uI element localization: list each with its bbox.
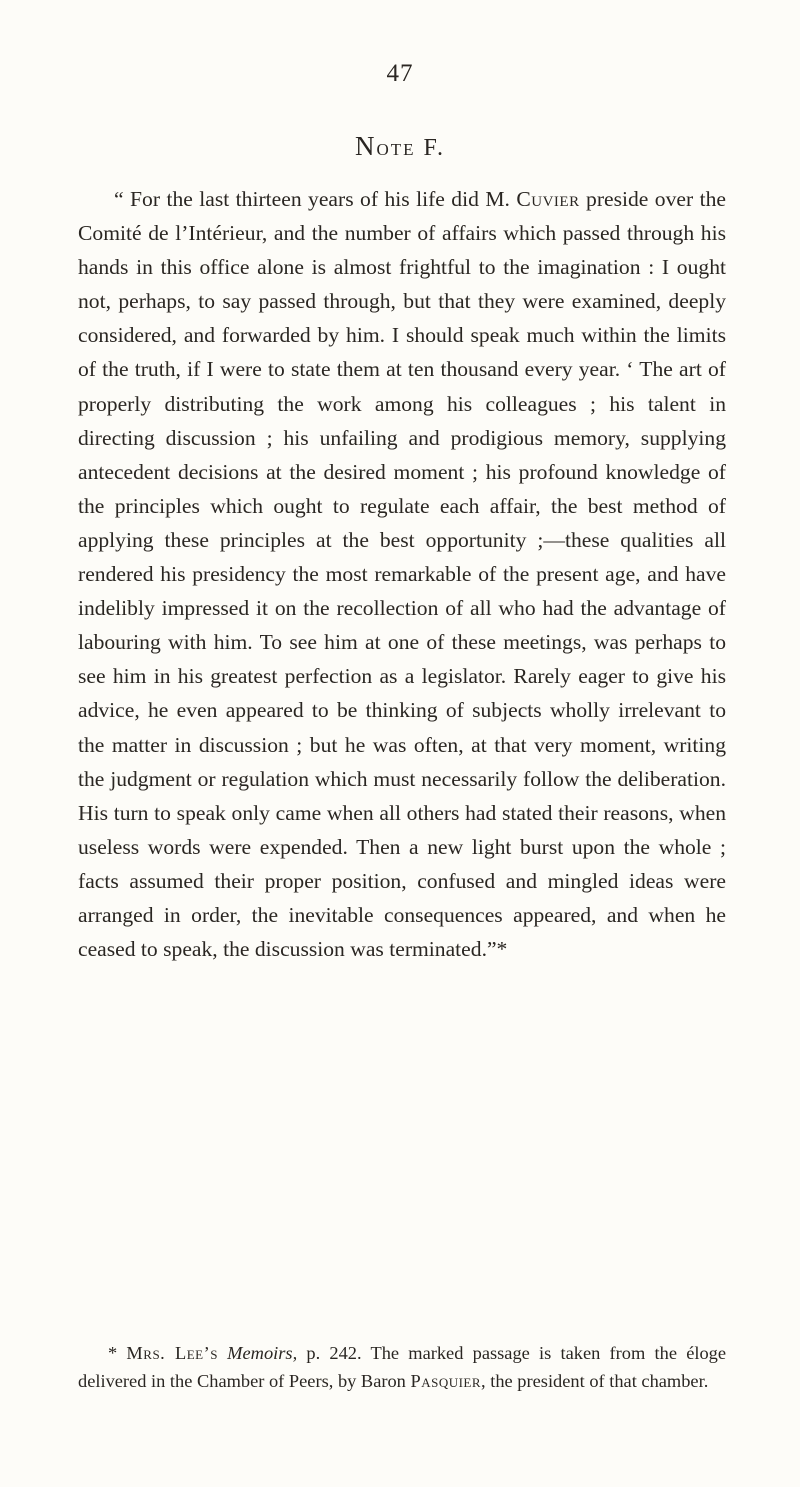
footnote-text-1: p. 242. The marked passage is taken from the éloge delivered in the Chamber of Peers, by Baron bbox=[78, 1343, 727, 1391]
note-title bbox=[0, 131, 800, 162]
name-cuvier: Cuvier bbox=[516, 187, 580, 211]
footnote-author: Mrs. Lee’s bbox=[126, 1343, 218, 1363]
footnote-work-title: Memoirs, bbox=[217, 1343, 298, 1363]
footnote-text-2: , the president of that chamber. bbox=[481, 1370, 709, 1391]
paragraph-text: preside over the Comité de l’Intérieur, and the number of affairs which passed through his hands in this office alone is almost frightful to the imagination : I ought not, perhaps, to say passed through, but that they were examined, deeply considered, and forwarded by him. I should speak much within the limits of the truth, if I were to state them at ten thousand every year. ‘ The art of properly distributing the work among his colleagues ; his talent in directing discussion ; his unfailing and prodigious memory, supplying antecedent decisions at the desired moment ; his profound knowledge of the principles which ought to regulate each affair, the best method of applying these principles at the best opportunity ;—these qualities all rendered his presidency the most remarkable of the present age, and have indelibly impressed it on the recollection of all who had the advantage of labouring with him. To see him at one of these meetings, was perhaps to see him in his greatest perfection as a legislator. Rarely eager to give his advice, he even appeared to be thinking of subjects wholly irrelevant to the matter in discussion ; but he was often, at that very moment, writing the judgment or regulation which must necessarily follow the deliberation. His turn to speak only came when all others had stated their reasons, when useless words were expended. Then a new light burst upon the whole ; facts assumed their proper position, confused and mingled ideas were arranged in order, the inevitable consequences appeared, and when he ceased to speak, the discussion was terminated.”* bbox=[78, 187, 726, 962]
footnote-name-pasquier: Pasquier bbox=[410, 1370, 482, 1391]
page-number: 47 bbox=[386, 60, 414, 87]
note-body-paragraph bbox=[78, 182, 726, 966]
note-title-initial: N bbox=[355, 131, 377, 161]
footnote-marker: * bbox=[108, 1343, 127, 1363]
paragraph-opening: “ For the last thirteen years of his life did M. bbox=[114, 187, 517, 211]
note-title-rest: ote F. bbox=[376, 135, 445, 161]
footnote bbox=[78, 1340, 726, 1395]
